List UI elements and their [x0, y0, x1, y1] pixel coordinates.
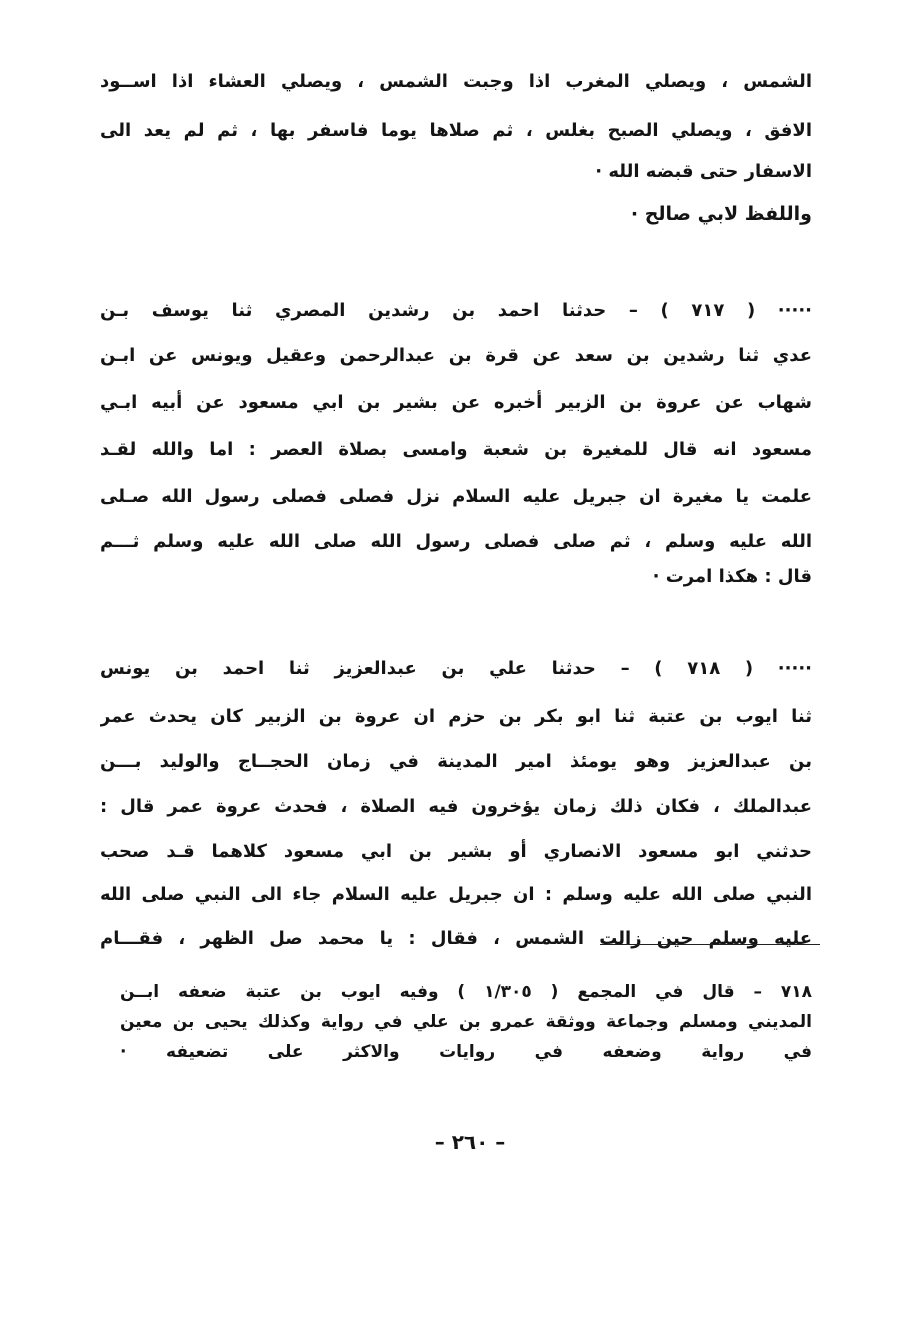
text-line: ثنا ايوب بن عتبة ثنا ابو بكر بن حزم ان عروة بن الزبير كان يحدث عمر — [100, 706, 812, 727]
footnote-line: المديني ومسلم وجماعة ووثقة عمرو بن علي في رواية وكذلك يحيى بن معين — [120, 1012, 812, 1032]
text-line: عدي ثنا رشدين بن سعد عن قرة بن عبدالرحمن وعقيل ويونس عن ابـن — [100, 345, 812, 366]
text-line: علمت يا مغيرة ان جبريل عليه السلام نزل فصلى فصلى رسول الله صـلى — [100, 486, 812, 507]
text-line: الافق ، ويصلي الصبح بغلس ، ثم صلاها يوما فاسفر بها ، ثم لم يعد الى — [100, 120, 812, 141]
hadith-heading: ····· ( ٧١٨ ) – حدثنا علي بن عبدالعزيز ثنا احمد بن يونس — [100, 658, 812, 679]
text-line: بن عبدالعزيز وهو يومئذ امير المدينة في زمان الحجــاج والوليد بـــن — [100, 751, 812, 772]
hadith-heading: ····· ( ٧١٧ ) – حدثنا احمد بن رشدين المصري ثنا يوسف بـن — [100, 300, 812, 321]
text-line: الله عليه وسلم ، ثم صلى فصلى رسول الله صلى الله عليه وسلم ثـــم — [100, 531, 812, 552]
text-line: حدثني ابو مسعود الانصاري أو بشير بن ابي مسعود كلاهما قـد صحب — [100, 841, 812, 862]
text-line: مسعود انه قال للمغيرة بن شعبة وامسى بصلاة العصر : اما والله لقـد — [100, 439, 812, 460]
text-line: الاسفار حتى قبضه الله · — [595, 161, 812, 182]
text-line: قال : هكذا امرت · — [652, 566, 812, 587]
text-line: عليه وسلم حين زالت الشمس ، فقال : يا محمد صل الظهر ، فقـــام — [100, 928, 812, 949]
text-line: شهاب عن عروة بن الزبير أخبره عن بشير بن ابي مسعود عن أبيه ابـي — [100, 392, 812, 413]
text-line: النبي صلى الله عليه وسلم : ان جبريل عليه السلام جاء الى النبي صلى الله — [100, 884, 812, 905]
footnote-line: ٧١٨ – قال في المجمع ( ١/٣٠٥ ) وفيه ايوب بن عتبة ضعفه ابــن — [120, 982, 812, 1002]
text-line: واللفظ لابي صالح · — [630, 203, 812, 225]
footnote-line: في رواية وضعفه في روايات والاكثر على تضعيفه · — [120, 1042, 812, 1062]
page-number: – ٢٦٠ – — [434, 1130, 506, 1154]
text-line: الشمس ، ويصلي المغرب اذا وجبت الشمس ، ويصلي العشاء اذا اســود — [100, 71, 812, 92]
text-line: عبدالملك ، فكان ذلك زمان يؤخرون فيه الصلاة ، فحدث عروة عمر قال : — [100, 796, 812, 817]
footnote-separator — [600, 944, 820, 945]
